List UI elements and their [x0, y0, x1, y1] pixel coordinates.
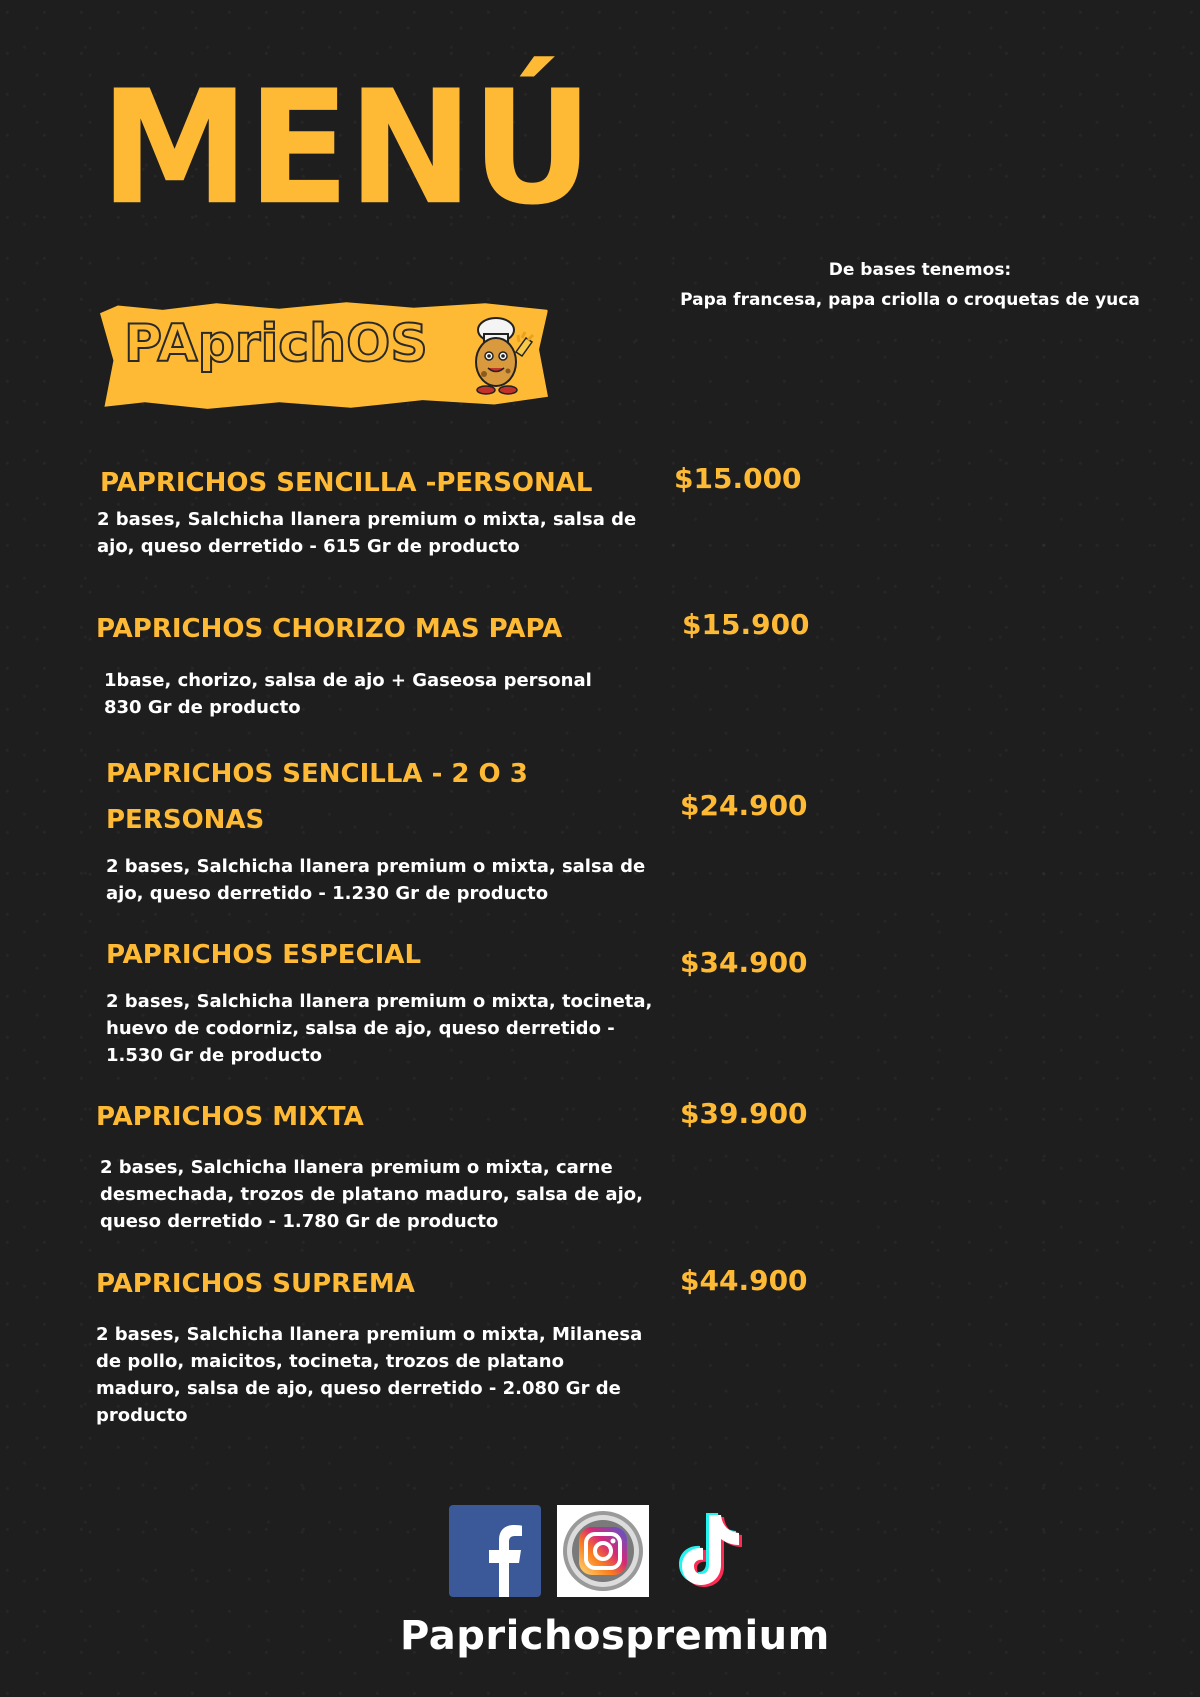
item-description: 2 bases, Salchicha llanera premium o mixta, Milanesa de pollo, maicitos, tocineta, trozos de platano maduro, salsa de ajo, queso derretido - 2.080 Gr de producto — [96, 1324, 643, 1426]
item-name: PAPRICHOS MIXTA — [96, 1102, 364, 1132]
menu-title: MENÚ — [100, 57, 592, 241]
item-price: $15.000 — [674, 462, 802, 495]
item-description: 2 bases, Salchicha llanera premium o mixta, carne desmechada, trozos de platano maduro, salsa de ajo, queso derretido - 1.780 Gr de producto — [100, 1157, 643, 1232]
item-price: $44.900 — [680, 1264, 808, 1297]
brand-name: PAprichOS — [124, 314, 428, 374]
item-description: 1base, chorizo, salsa de ajo + Gaseosa personal 830 Gr de producto — [104, 670, 592, 718]
potato-chef-mascot-icon — [460, 308, 544, 398]
item-price: $34.900 — [680, 946, 808, 979]
item-description: 2 bases, Salchicha llanera premium o mixta, salsa de ajo, queso derretido - 1.230 Gr de producto — [106, 856, 646, 904]
item-price: $15.900 — [682, 608, 810, 641]
item-name: PAPRICHOS SUPREMA — [96, 1269, 415, 1299]
item-name: PAPRICHOS SENCILLA -PERSONAL — [100, 468, 593, 498]
tiktok-icon[interactable] — [665, 1505, 757, 1597]
social-links — [449, 1505, 757, 1597]
bases-list: Papa francesa, papa criolla o croquetas de yuca — [680, 290, 1140, 310]
item-price: $39.900 — [680, 1097, 808, 1130]
facebook-icon[interactable] — [449, 1505, 541, 1597]
item-price: $24.900 — [680, 789, 808, 822]
instagram-icon[interactable] — [557, 1505, 649, 1597]
item-description: 2 bases, Salchicha llanera premium o mixta, salsa de ajo, queso derretido - 615 Gr de producto — [97, 509, 637, 557]
item-name: PAPRICHOS SENCILLA - 2 O 3 PERSONAS — [106, 759, 528, 835]
bases-title: De bases tenemos: — [828, 260, 1012, 280]
bases-note — [660, 255, 1180, 315]
item-name: PAPRICHOS ESPECIAL — [106, 940, 422, 970]
item-description: 2 bases, Salchicha llanera premium o mixta, tocineta, huevo de codorniz, salsa de ajo, queso derretido - 1.530 Gr de producto — [106, 991, 653, 1066]
social-handle[interactable]: Paprichospremium — [400, 1613, 830, 1659]
item-name: PAPRICHOS CHORIZO MAS PAPA — [96, 614, 563, 644]
